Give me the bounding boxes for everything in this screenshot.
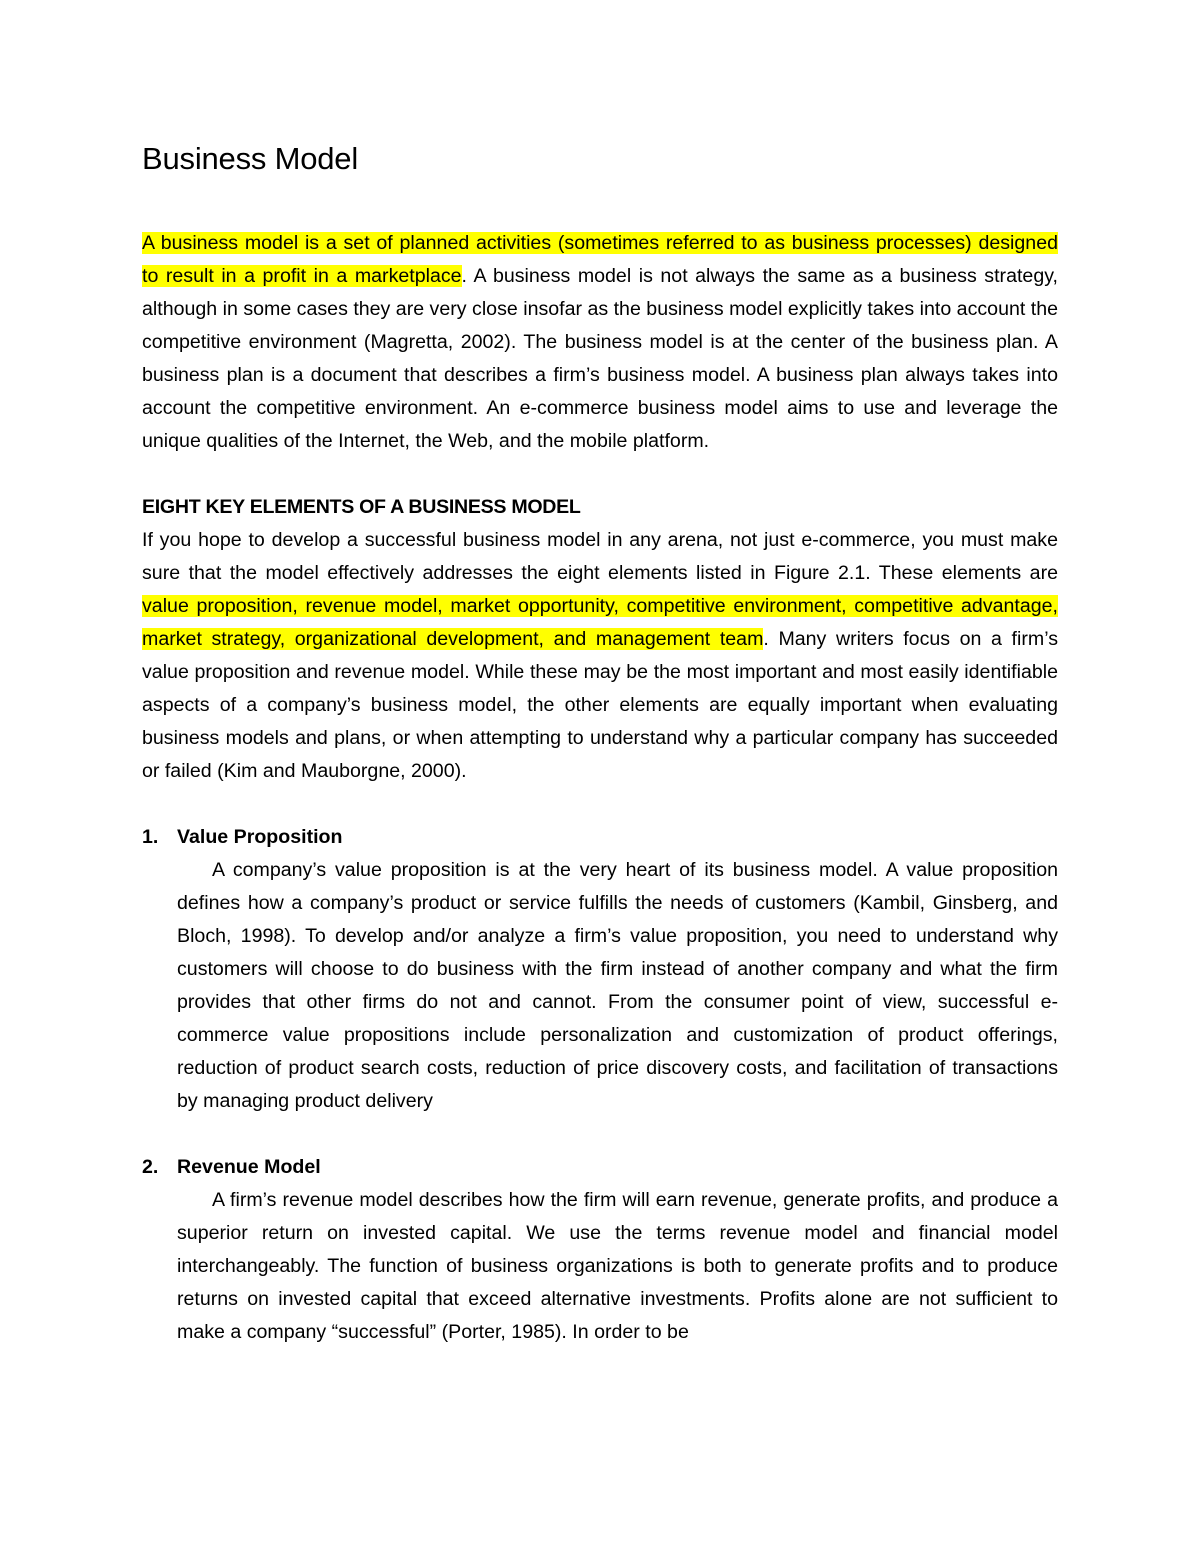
elements-paragraph xyxy=(142,524,1058,788)
elements-highlight: value proposition, revenue model, market opportunity, competitive environment, competitive advantage, market strategy, organizational development, and management team xyxy=(142,595,1058,651)
document-title: Business Model xyxy=(142,141,359,176)
intro-paragraph xyxy=(142,227,1058,458)
document-page xyxy=(142,140,1058,1349)
list-item-value-proposition xyxy=(142,821,1058,1118)
list-item-text: A company’s value proposition is at the very heart of its business model. A value proposition defines how a company’s product or service fulfills the needs of customers (Kambil, Ginsberg, and Bloch, 1998). To develop and/or analyze a firm’s value proposition, you need to understand why customers will choose to do business with the firm instead of another company and what the firm provides that other firms do not and cannot. From the consumer point of view, successful e-commerce value propositions include personalization and customization of product offerings, reduction of product search costs, reduction of price discovery costs, and facilitation of transactions by managing product delivery xyxy=(177,859,1058,1113)
elements-text-after: . Many writers focus on a firm’s value proposition and revenue model. While these may be the most important and most easily identifiable aspects of a company’s business model, the other elements are equally important when evaluating business models and plans, or when attempting to understand why a particular company has succeeded or failed (Kim and Mauborgne, 2000). xyxy=(142,628,1058,783)
section-heading: EIGHT KEY ELEMENTS OF A BUSINESS MODEL xyxy=(142,496,581,519)
elements-text-before: If you hope to develop a successful business model in any arena, not just e-commerce, you must make sure that the model effectively addresses the eight elements listed in Figure 2.1. These elements are xyxy=(142,529,1058,585)
list-item-number: 1. xyxy=(142,826,159,849)
list-item-title: Value Proposition xyxy=(177,826,343,849)
intro-text: . A business model is not always the same as a business strategy, although in some cases they are very close insofar as the business model explicitly takes into account the competitive environment (Magretta, 2002). The business model is at the center of the business plan. A business plan is a document that describes a firm’s business model. A business plan always takes into account the competitive environment. An e-commerce business model aims to use and leverage the unique qualities of the Internet, the Web, and the mobile platform. xyxy=(142,265,1058,453)
list-item-heading xyxy=(142,1151,1058,1184)
list-item-text: A firm’s revenue model describes how the firm will earn revenue, generate profits, and produce a superior return on invested capital. We use the terms revenue model and financial model interchangeably. The function of business organizations is both to generate profits and to produce returns on invested capital that exceed alternative investments. Profits alone are not sufficient to make a company “successful” (Porter, 1985). In order to be xyxy=(177,1189,1058,1344)
list-item-number: 2. xyxy=(142,1156,159,1179)
list-item-title: Revenue Model xyxy=(177,1156,321,1179)
intro-highlight: A business model is a set of planned activities (sometimes referred to as business processes) designed to result in a profit in a marketplace xyxy=(142,232,1058,288)
list-item-heading xyxy=(142,821,1058,854)
list-item-revenue-model xyxy=(142,1151,1058,1349)
